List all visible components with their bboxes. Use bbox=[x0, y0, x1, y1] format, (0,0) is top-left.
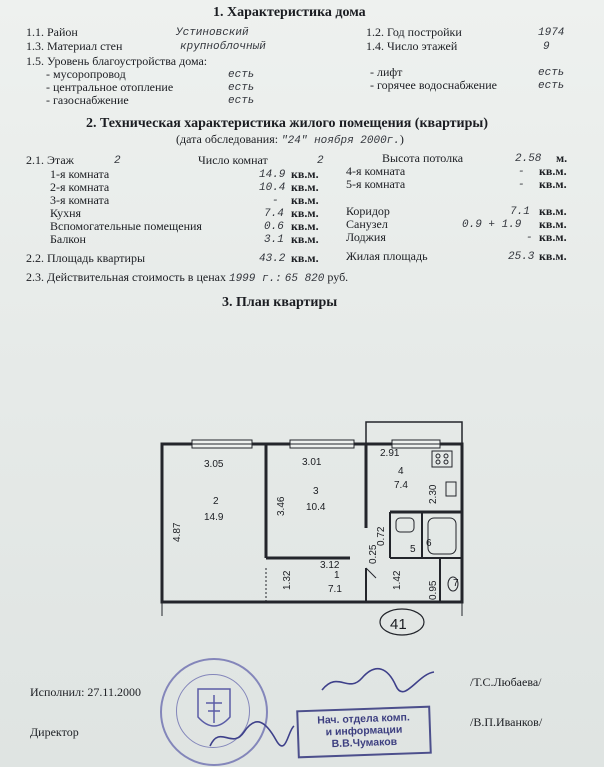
section1-title: 1. Характеристика дома bbox=[213, 5, 366, 20]
living-area-label: Жилая площадь bbox=[346, 249, 428, 263]
dim-0-72: 0.72 bbox=[376, 526, 387, 546]
gas-label: - газоснабжение bbox=[46, 93, 129, 107]
ceiling-value: 2.58 bbox=[515, 153, 542, 165]
cost-line bbox=[26, 271, 348, 286]
survey-date-line bbox=[176, 133, 404, 148]
room5-unit: кв.м. bbox=[539, 177, 567, 191]
apartment-area-label: 2.2. Площадь квартиры bbox=[26, 251, 146, 265]
room2-unit: кв.м. bbox=[291, 180, 319, 194]
floor-label: 2.1. Этаж bbox=[26, 153, 74, 167]
dim-0-95: 0.95 bbox=[428, 580, 439, 600]
room2-number: 2 bbox=[213, 496, 219, 507]
room1-label: 1-я комната bbox=[50, 167, 110, 181]
rooms-count-value: 2 bbox=[317, 155, 324, 167]
survey-date: "24" ноября 2000г. bbox=[281, 135, 400, 147]
floor-value: 2 bbox=[114, 155, 121, 167]
room6-number: 6 bbox=[426, 538, 432, 549]
aux-value: 0.6 bbox=[264, 221, 284, 233]
kitchen-unit: кв.м. bbox=[291, 206, 319, 220]
balcony-unit: кв.м. bbox=[291, 232, 319, 246]
apartment-area-unit: кв.м. bbox=[291, 251, 319, 265]
room1-unit: кв.м. bbox=[291, 167, 319, 181]
signature-1 bbox=[318, 664, 438, 700]
dim-1-32: 1.32 bbox=[282, 570, 293, 590]
signature-2 bbox=[206, 716, 296, 756]
dim-0-25: 0.25 bbox=[368, 544, 379, 564]
cost-year: 1999 г.: bbox=[228, 273, 282, 285]
room1-value: 14.9 bbox=[259, 169, 286, 181]
loggia-value: - bbox=[526, 232, 533, 244]
room4-label: 4-я комната bbox=[346, 164, 406, 178]
dim-2-30: 2.30 bbox=[428, 484, 439, 504]
apartment-floor-plan bbox=[140, 418, 480, 636]
director-name: /В.П.Иванков/ bbox=[470, 715, 543, 729]
year-label: 1.2. Год постройки bbox=[366, 25, 462, 39]
district-value: Устиновский bbox=[176, 27, 249, 39]
room3-area: 10.4 bbox=[306, 502, 326, 513]
section3-title: 3. План квартиры bbox=[222, 295, 338, 310]
stamp-line-1: Нач. отдела комп. bbox=[317, 711, 411, 727]
aux-label: Вспомогательные помещения bbox=[50, 219, 202, 233]
room7-number: 7 bbox=[453, 578, 459, 589]
room3-value: - bbox=[272, 195, 279, 207]
survey-suffix: ) bbox=[399, 132, 404, 146]
floors-label: 1.4. Число этажей bbox=[366, 39, 458, 53]
loggia-label: Лоджия bbox=[346, 230, 386, 244]
stove-icon bbox=[432, 451, 452, 467]
aux-unit: кв.м. bbox=[291, 219, 319, 233]
dim-3-46: 3.46 bbox=[276, 496, 287, 516]
hot-water-value: есть bbox=[538, 80, 565, 92]
stamp-line-2: и информации bbox=[325, 723, 403, 739]
gas-value: есть bbox=[228, 95, 255, 107]
dim-2-91: 2.91 bbox=[380, 448, 400, 459]
room4-area: 7.4 bbox=[394, 480, 408, 491]
section2-title: 2. Техническая характеристика жилого помещения (квартиры) bbox=[86, 116, 489, 131]
trash-chute-value: есть bbox=[228, 69, 255, 81]
room4-unit: кв.м. bbox=[539, 164, 567, 178]
director-label: Директор bbox=[30, 725, 79, 739]
cost-value: 65 820 bbox=[284, 273, 325, 285]
room4-number: 4 bbox=[398, 466, 404, 477]
survey-prefix: (дата обследования: bbox=[176, 132, 279, 146]
lift-label: - лифт bbox=[370, 65, 403, 79]
heating-value: есть bbox=[228, 82, 255, 94]
corridor-value: 7.1 bbox=[510, 206, 530, 218]
room1-number: 1 bbox=[334, 570, 340, 581]
room3-unit: кв.м. bbox=[291, 193, 319, 207]
corridor-unit: кв.м. bbox=[539, 204, 567, 218]
cost-unit: руб. bbox=[327, 270, 349, 284]
balcony-value: 3.1 bbox=[264, 234, 284, 246]
room3-number: 3 bbox=[313, 486, 319, 497]
kitchen-label: Кухня bbox=[50, 206, 82, 220]
dim-4-87: 4.87 bbox=[172, 522, 183, 542]
executed-by-label: Исполнил: 27.11.2000 bbox=[30, 685, 141, 699]
bathtub-icon bbox=[428, 518, 456, 554]
corridor-label: Коридор bbox=[346, 204, 390, 218]
material-value: крупноблочный bbox=[180, 41, 266, 53]
department-stamp bbox=[296, 706, 432, 759]
district-label: 1.1. Район bbox=[26, 25, 78, 39]
heating-label: - центральное отопление bbox=[46, 80, 174, 94]
bathroom-label: Санузел bbox=[346, 217, 388, 231]
living-area-value: 25.3 bbox=[508, 251, 535, 263]
kitchen-sink-icon bbox=[446, 482, 456, 496]
loggia-unit: кв.м. bbox=[539, 230, 567, 244]
dim-3-12: 3.12 bbox=[320, 560, 340, 571]
room1-area: 7.1 bbox=[328, 584, 342, 595]
material-label: 1.3. Материал стен bbox=[26, 39, 123, 53]
room4-value: - bbox=[518, 166, 525, 178]
rooms-count-label: Число комнат bbox=[198, 153, 268, 167]
amenity-label: 1.5. Уровень благоустройства дома: bbox=[26, 54, 208, 68]
kitchen-value: 7.4 bbox=[264, 208, 284, 220]
hot-water-label: - горячее водоснабжение bbox=[370, 78, 497, 92]
cost-label: 2.3. Действительная стоимость в ценах bbox=[26, 270, 226, 284]
living-area-unit: кв.м. bbox=[539, 249, 567, 263]
dim-3-05: 3.05 bbox=[204, 459, 224, 470]
floors-value: 9 bbox=[543, 41, 550, 53]
ceiling-unit: м. bbox=[556, 151, 568, 165]
room5-value: - bbox=[518, 179, 525, 191]
ceiling-label: Высота потолка bbox=[382, 151, 464, 165]
trash-chute-label: - мусоропровод bbox=[46, 67, 126, 81]
stamp-line-3: В.В.Чумаков bbox=[331, 735, 398, 751]
room2-value: 10.4 bbox=[259, 182, 286, 194]
washbasin-icon bbox=[396, 518, 414, 532]
room3-label: 3-я комната bbox=[50, 193, 110, 207]
bathroom-unit: кв.м. bbox=[539, 217, 567, 231]
lift-value: есть bbox=[538, 67, 565, 79]
dim-1-42: 1.42 bbox=[392, 570, 403, 590]
plan-number: 41 bbox=[390, 616, 407, 633]
bathroom-value: 0.9 + 1.9 bbox=[462, 219, 522, 231]
balcony-label: Балкон bbox=[50, 232, 86, 246]
year-value: 1974 bbox=[538, 27, 565, 39]
room2-area: 14.9 bbox=[204, 512, 224, 523]
room5-number: 5 bbox=[410, 544, 416, 555]
apartment-area-value: 43.2 bbox=[259, 253, 286, 265]
executed-by-name: /Т.С.Любаева/ bbox=[470, 675, 542, 689]
dim-3-01: 3.01 bbox=[302, 457, 322, 468]
room2-label: 2-я комната bbox=[50, 180, 110, 194]
room5-label: 5-я комната bbox=[346, 177, 406, 191]
